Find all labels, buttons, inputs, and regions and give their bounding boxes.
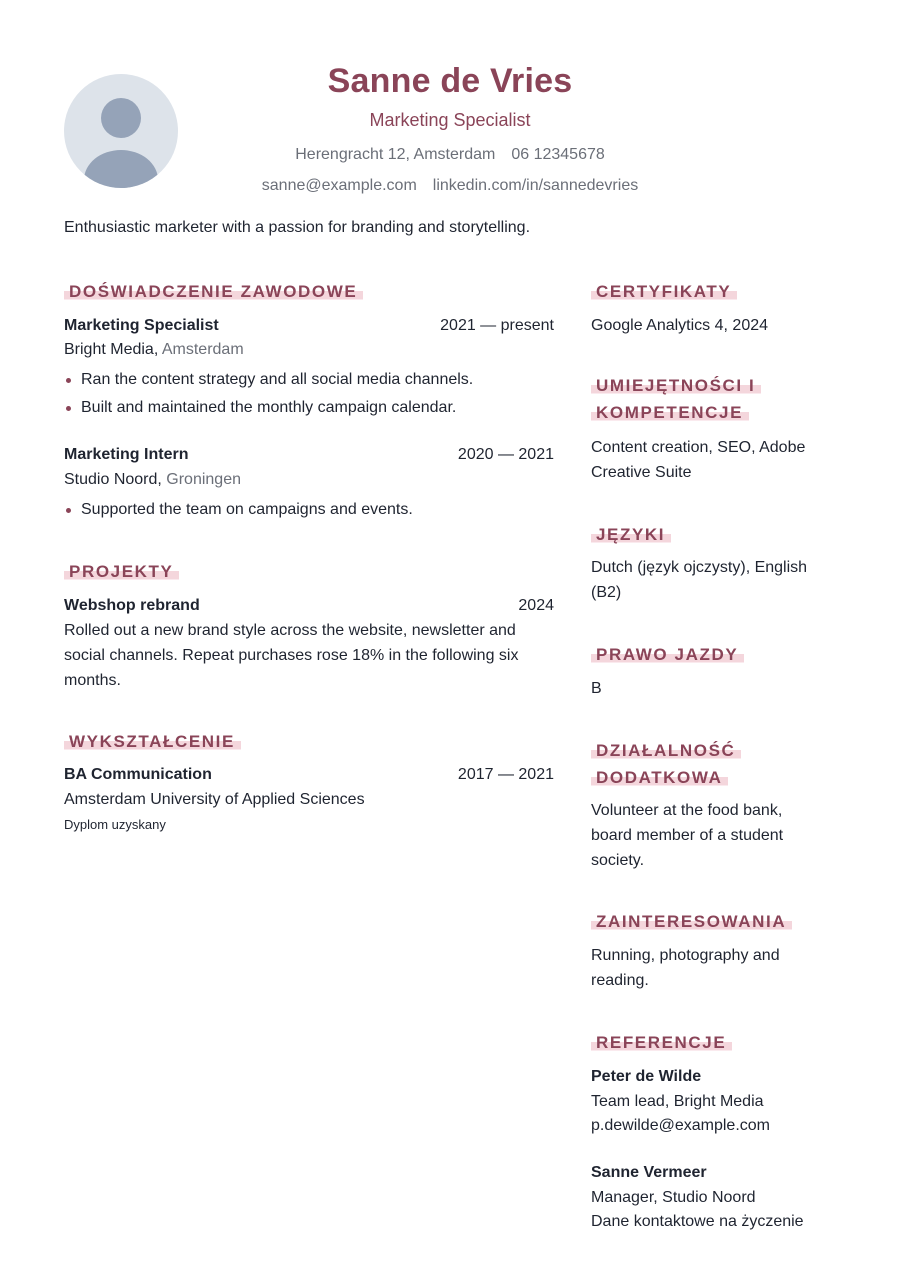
reference-2-role: Manager, Studio Noord [591,1189,756,1206]
contact-line-1 [0,146,900,164]
project-1-name: Webshop rebrand [64,597,200,614]
interests-text: Running, photography and reading. [591,947,780,989]
summary: Enthusiastic marketer with a passion for branding and storytelling. [64,219,531,236]
job-1-company: Bright Media [64,341,154,358]
reference-1-name: Peter de Wilde [591,1068,702,1085]
address: Herengracht 12, Amsterdam [295,146,496,163]
activities-heading: DZIAŁALNOŚĆ DODATKOWA [591,737,741,791]
license-text: B [591,680,602,697]
candidate-role: Marketing Specialist [369,110,531,130]
phone: 06 12345678 [511,146,605,163]
references-heading: REFERENCJE [591,1029,732,1056]
job-1-dates: 2021 — present [440,317,554,334]
job-1-location: Amsterdam [161,341,244,358]
education-1-school: Amsterdam University of Applied Sciences [64,791,365,808]
list-item: Supported the team on campaigns and events. [64,496,413,524]
project-1-description: Rolled out a new brand style across the website, newsletter and social channels. Repeat purchases rose 18% in the following six months. [64,622,519,689]
job-2-company: Studio Noord [64,471,158,488]
reference-1-contact: p.dewilde@example.com [591,1117,770,1134]
certificates-text: Google Analytics 4, 2024 [591,317,769,334]
education-1-degree: BA Communication [64,766,212,783]
certificates-heading: CERTYFIKATY [591,278,737,305]
job-1-bullets [64,366,473,422]
candidate-name: Sanne de Vries [327,62,573,100]
job-2-location: Groningen [166,471,241,488]
projects-heading: PROJEKTY [64,558,179,585]
contact-line-2 [0,177,900,195]
job-2-dates: 2020 — 2021 [457,446,554,463]
activities-text: Volunteer at the food bank, board member of a student society. [591,802,784,869]
skills-text: Content creation, SEO, Adobe Creative Suite [591,439,806,481]
email: sanne@example.com [261,177,417,194]
list-item: Built and maintained the monthly campaign calendar. [64,394,473,422]
experience-heading: DOŚWIADCZENIE ZAWODOWE [64,278,363,305]
reference-2-contact: Dane kontaktowe na życzenie [591,1213,804,1230]
job-2-position: Marketing Intern [64,446,189,463]
job-2-employer: Studio Noord, Groningen [64,471,241,488]
job-1-position: Marketing Specialist [64,317,219,334]
project-1-year: 2024 [518,597,554,614]
skills-heading: UMIEJĘTNOŚCI I KOMPETENCJE [591,372,761,426]
interests-heading: ZAINTERESOWANIA [591,908,792,935]
languages-text: Dutch (język ojczysty), English (B2) [591,559,808,601]
languages-heading: JĘZYKI [591,521,671,548]
list-item: Ran the content strategy and all social media channels. [64,366,473,394]
education-1-note: Dyplom uzyskany [64,817,166,832]
license-heading: PRAWO JAZDY [591,641,744,668]
reference-2-name: Sanne Vermeer [591,1164,707,1181]
job-1-employer: Bright Media, Amsterdam [64,341,244,358]
linkedin: linkedin.com/in/sannedevries [432,177,639,194]
education-1-dates: 2017 — 2021 [457,766,554,783]
education-heading: WYKSZTAŁCENIE [64,728,241,755]
job-2-bullets [64,496,413,524]
reference-1-role: Team lead, Bright Media [591,1093,764,1110]
